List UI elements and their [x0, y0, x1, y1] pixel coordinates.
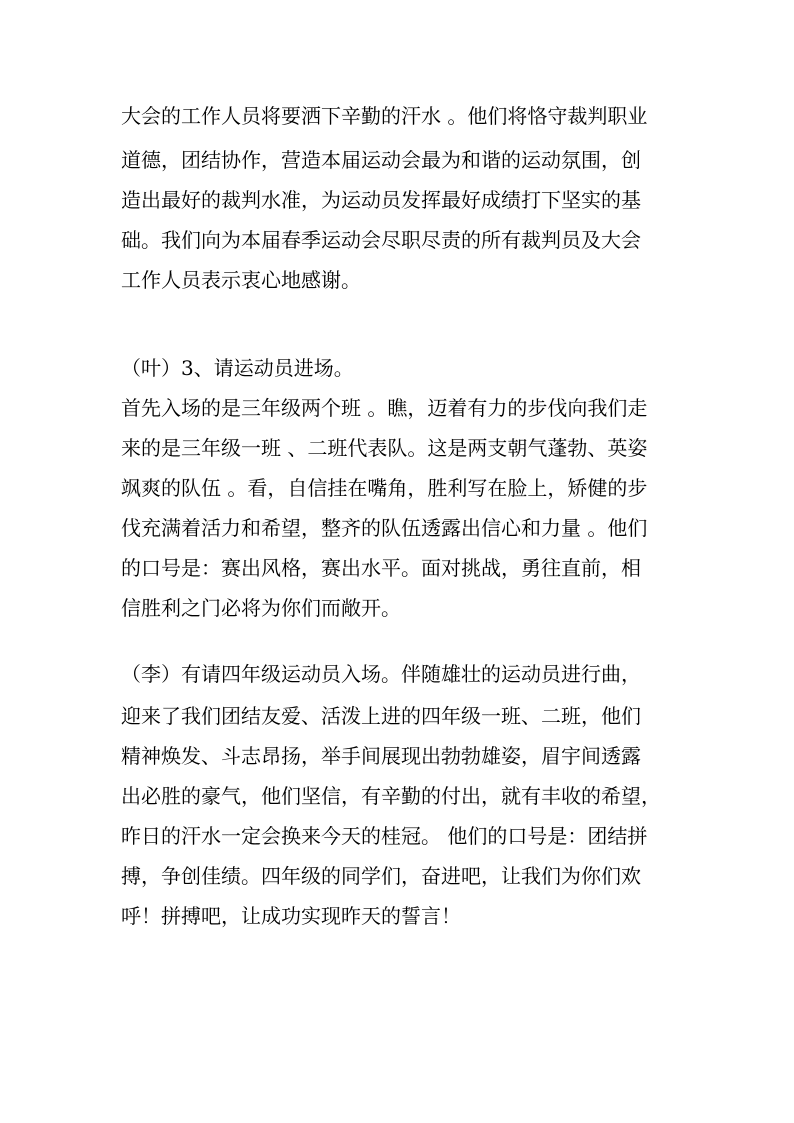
text-line: 搏，争创佳绩。四年级的同学们，奋进吧，让我们为你们欢	[121, 864, 641, 888]
text-line: 工作人员表示衷心地感谢。	[121, 268, 361, 292]
text-line: 精神焕发、斗志昂扬，举手间展现出勃勃雄姿，眉宇间透露	[121, 744, 641, 768]
text-line: 道德，团结协作，营造本届运动会最为和谐的运动氛围，创	[121, 148, 641, 172]
text-line: 的口号是：赛出风格，赛出水平。面对挑战，勇往直前，相	[121, 556, 641, 580]
text-line: 出必胜的豪气，他们坚信，有辛勤的付出，就有丰收的希望，	[121, 784, 661, 808]
text-line: （叶）3、请运动员进场。	[121, 356, 354, 380]
text-line: 信胜利之门必将为你们而敞开。	[121, 596, 401, 620]
text-line: 昨日的汗水一定会换来今天的桂冠。 他们的口号是：团结拼	[121, 824, 648, 848]
text-line: 大会的工作人员将要洒下辛勤的汗水 。他们将恪守裁判职业	[121, 104, 648, 128]
text-line: 造出最好的裁判水准，为运动员发挥最好成绩打下坚实的基	[121, 188, 641, 212]
text-line: 伐充满着活力和希望，整齐的队伍透露出信心和力量 。他们	[121, 516, 648, 540]
text-line: 迎来了我们团结友爱、活泼上进的四年级一班、二班，他们	[121, 704, 641, 728]
text-line: 首先入场的是三年级两个班 。瞧，迈着有力的步伐向我们走	[121, 396, 648, 420]
text-line: 呼！拼搏吧，让成功实现昨天的誓言！	[121, 904, 461, 928]
text-line: （李）有请四年级运动员入场。伴随雄壮的运动员进行曲，	[121, 662, 641, 686]
text-line: 础。我们向为本届春季运动会尽职尽责的所有裁判员及大会	[121, 228, 641, 252]
text-line: 飒爽的队伍 。看，自信挂在嘴角，胜利写在脸上，矫健的步	[121, 476, 648, 500]
text-line: 来的是三年级一班 、二班代表队。这是两支朝气蓬勃、英姿	[121, 436, 648, 460]
